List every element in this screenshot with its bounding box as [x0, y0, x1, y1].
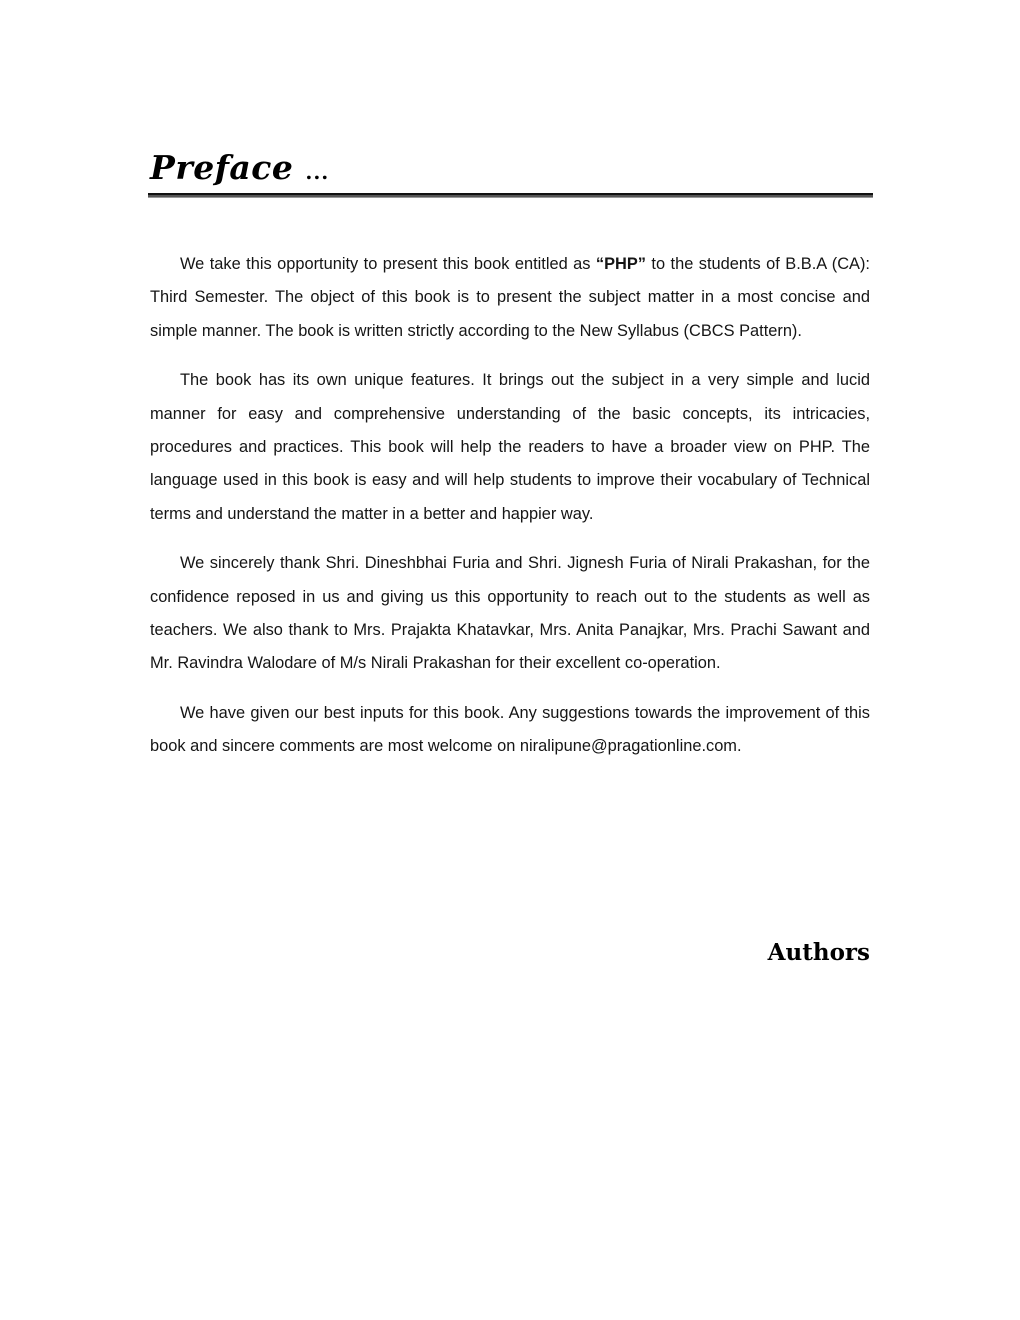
paragraph-acknowledgements: We sincerely thank Shri. Dineshbhai Furia and Shri. Jignesh Furia of Nirali Prakashan, for the confidence reposed in us and giving us this opportunity to reach out to the students as well as teachers. We also thank to Mrs. Prajakta Khatavkar, Mrs. Anita Panajkar, Mrs. Prachi Sawant and Mr. Ravindra Walodare of M/s Nirali Prakashan for their excellent co-operation.	[150, 554, 870, 673]
paragraph-features: The book has its own unique features. It brings out the subject in a very simple and lucid manner for easy and comprehensive understanding of the basic concepts, its intricacies, procedures and practices. This book will help the readers to have a broader view on PHP. The language used in this book is easy and will help students to improve their vocabulary of Technical terms and understand the matter in a better and happier way.	[150, 371, 870, 523]
heading-underline	[148, 193, 873, 195]
paragraph-intro-after: to the students of B.B.A (CA): Third Semester. The object of this book is to present the subject matter in a most concise and simple manner. The book is written strictly according to the New Syllabus (CBCS Pattern).	[150, 255, 870, 340]
paragraph-intro	[150, 248, 870, 348]
paragraph-intro-before: We take this opportunity to present this book entitled as	[180, 255, 596, 273]
page-title-text: Preface	[150, 148, 294, 187]
paragraph-feedback: We have given our best inputs for this book. Any suggestions towards the improvement of this book and sincere comments are most welcome on niralipune@pragationline.com.	[150, 703, 870, 756]
preface-body	[150, 248, 870, 780]
authors-signature: Authors	[767, 939, 870, 966]
page-title-ellipsis: ...	[305, 160, 330, 184]
page-title	[148, 148, 873, 192]
heading-block	[148, 148, 873, 195]
book-title-emphasis: “PHP”	[595, 255, 646, 273]
